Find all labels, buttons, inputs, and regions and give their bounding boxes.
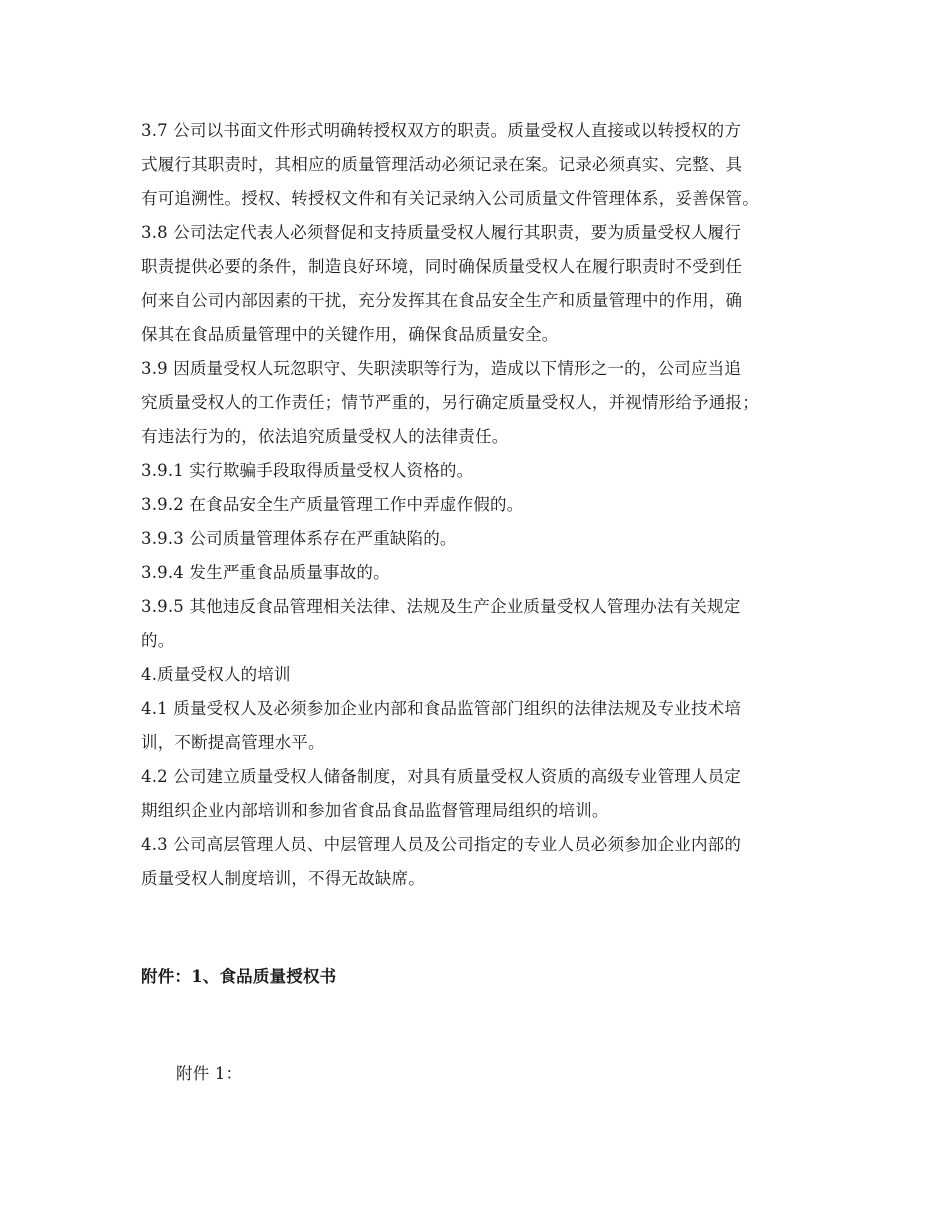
body-line: 3.9.4 发生严重食品质量事故的。 [141, 563, 390, 582]
body-line: 3.9.1 实行欺骗手段取得质量受权人资格的。 [141, 461, 474, 480]
body-line: 有违法行为的，依法追究质量受权人的法律责任。 [141, 427, 509, 446]
body-line: 4.3 公司高层管理人员、中层管理人员及公司指定的专业人员必须参加企业内部的 [141, 835, 742, 854]
attachment-label: 附件 1： [176, 1064, 243, 1083]
body-line: 何来自公司内部因素的干扰，充分发挥其在食品安全生产和质量管理中的作用，确 [141, 291, 743, 310]
body-line: 式履行其职责时，其相应的质量管理活动必须记录在案。记录必须真实、完整、具 [141, 155, 743, 174]
body-line: 3.7 公司以书面文件形式明确转授权双方的职责。质量受权人直接或以转授权的方 [141, 121, 742, 140]
body-line: 3.9 因质量受权人玩忽职守、失职渎职等行为，造成以下情形之一的，公司应当追 [141, 359, 742, 378]
body-line: 质量受权人制度培训，不得无故缺席。 [141, 869, 425, 888]
attachment-heading: 附件：1、食品质量授权书 [141, 967, 337, 986]
body-line: 3.9.5 其他违反食品管理相关法律、法规及生产企业质量受权人管理办法有关规定 [141, 597, 741, 616]
body-line: 4.1 质量受权人及必须参加企业内部和食品监管部门组织的法律法规及专业技术培 [141, 699, 742, 718]
body-line: 3.9.3 公司质量管理体系存在严重缺陷的。 [141, 529, 457, 548]
body-line: 训，不断提高管理水平。 [141, 733, 325, 752]
body-line: 有可追溯性。授权、转授权文件和有关记录纳入公司质量文件管理体系，妥善保管。 [141, 189, 759, 208]
body-line: 3.9.2 在食品安全生产质量管理工作中弄虚作假的。 [141, 495, 524, 514]
body-line: 期组织企业内部培训和参加省食品食品监督管理局组织的培训。 [141, 801, 609, 820]
body-line: 职责提供必要的条件，制造良好环境，同时确保质量受权人在履行职责时不受到任 [141, 257, 743, 276]
section-heading: 4.质量受权人的培训 [141, 665, 291, 684]
body-line: 究质量受权人的工作责任；情节严重的，另行确定质量受权人，并视情形给予通报； [141, 393, 759, 412]
body-line: 4.2 公司建立质量受权人储备制度，对具有质量受权人资质的高级专业管理人员定 [141, 767, 742, 786]
body-line: 的。 [141, 631, 175, 650]
body-line: 3.8 公司法定代表人必须督促和支持质量受权人履行其职责，要为质量受权人履行 [141, 223, 742, 242]
body-line: 保其在食品质量管理中的关键作用，确保食品质量安全。 [141, 325, 559, 344]
